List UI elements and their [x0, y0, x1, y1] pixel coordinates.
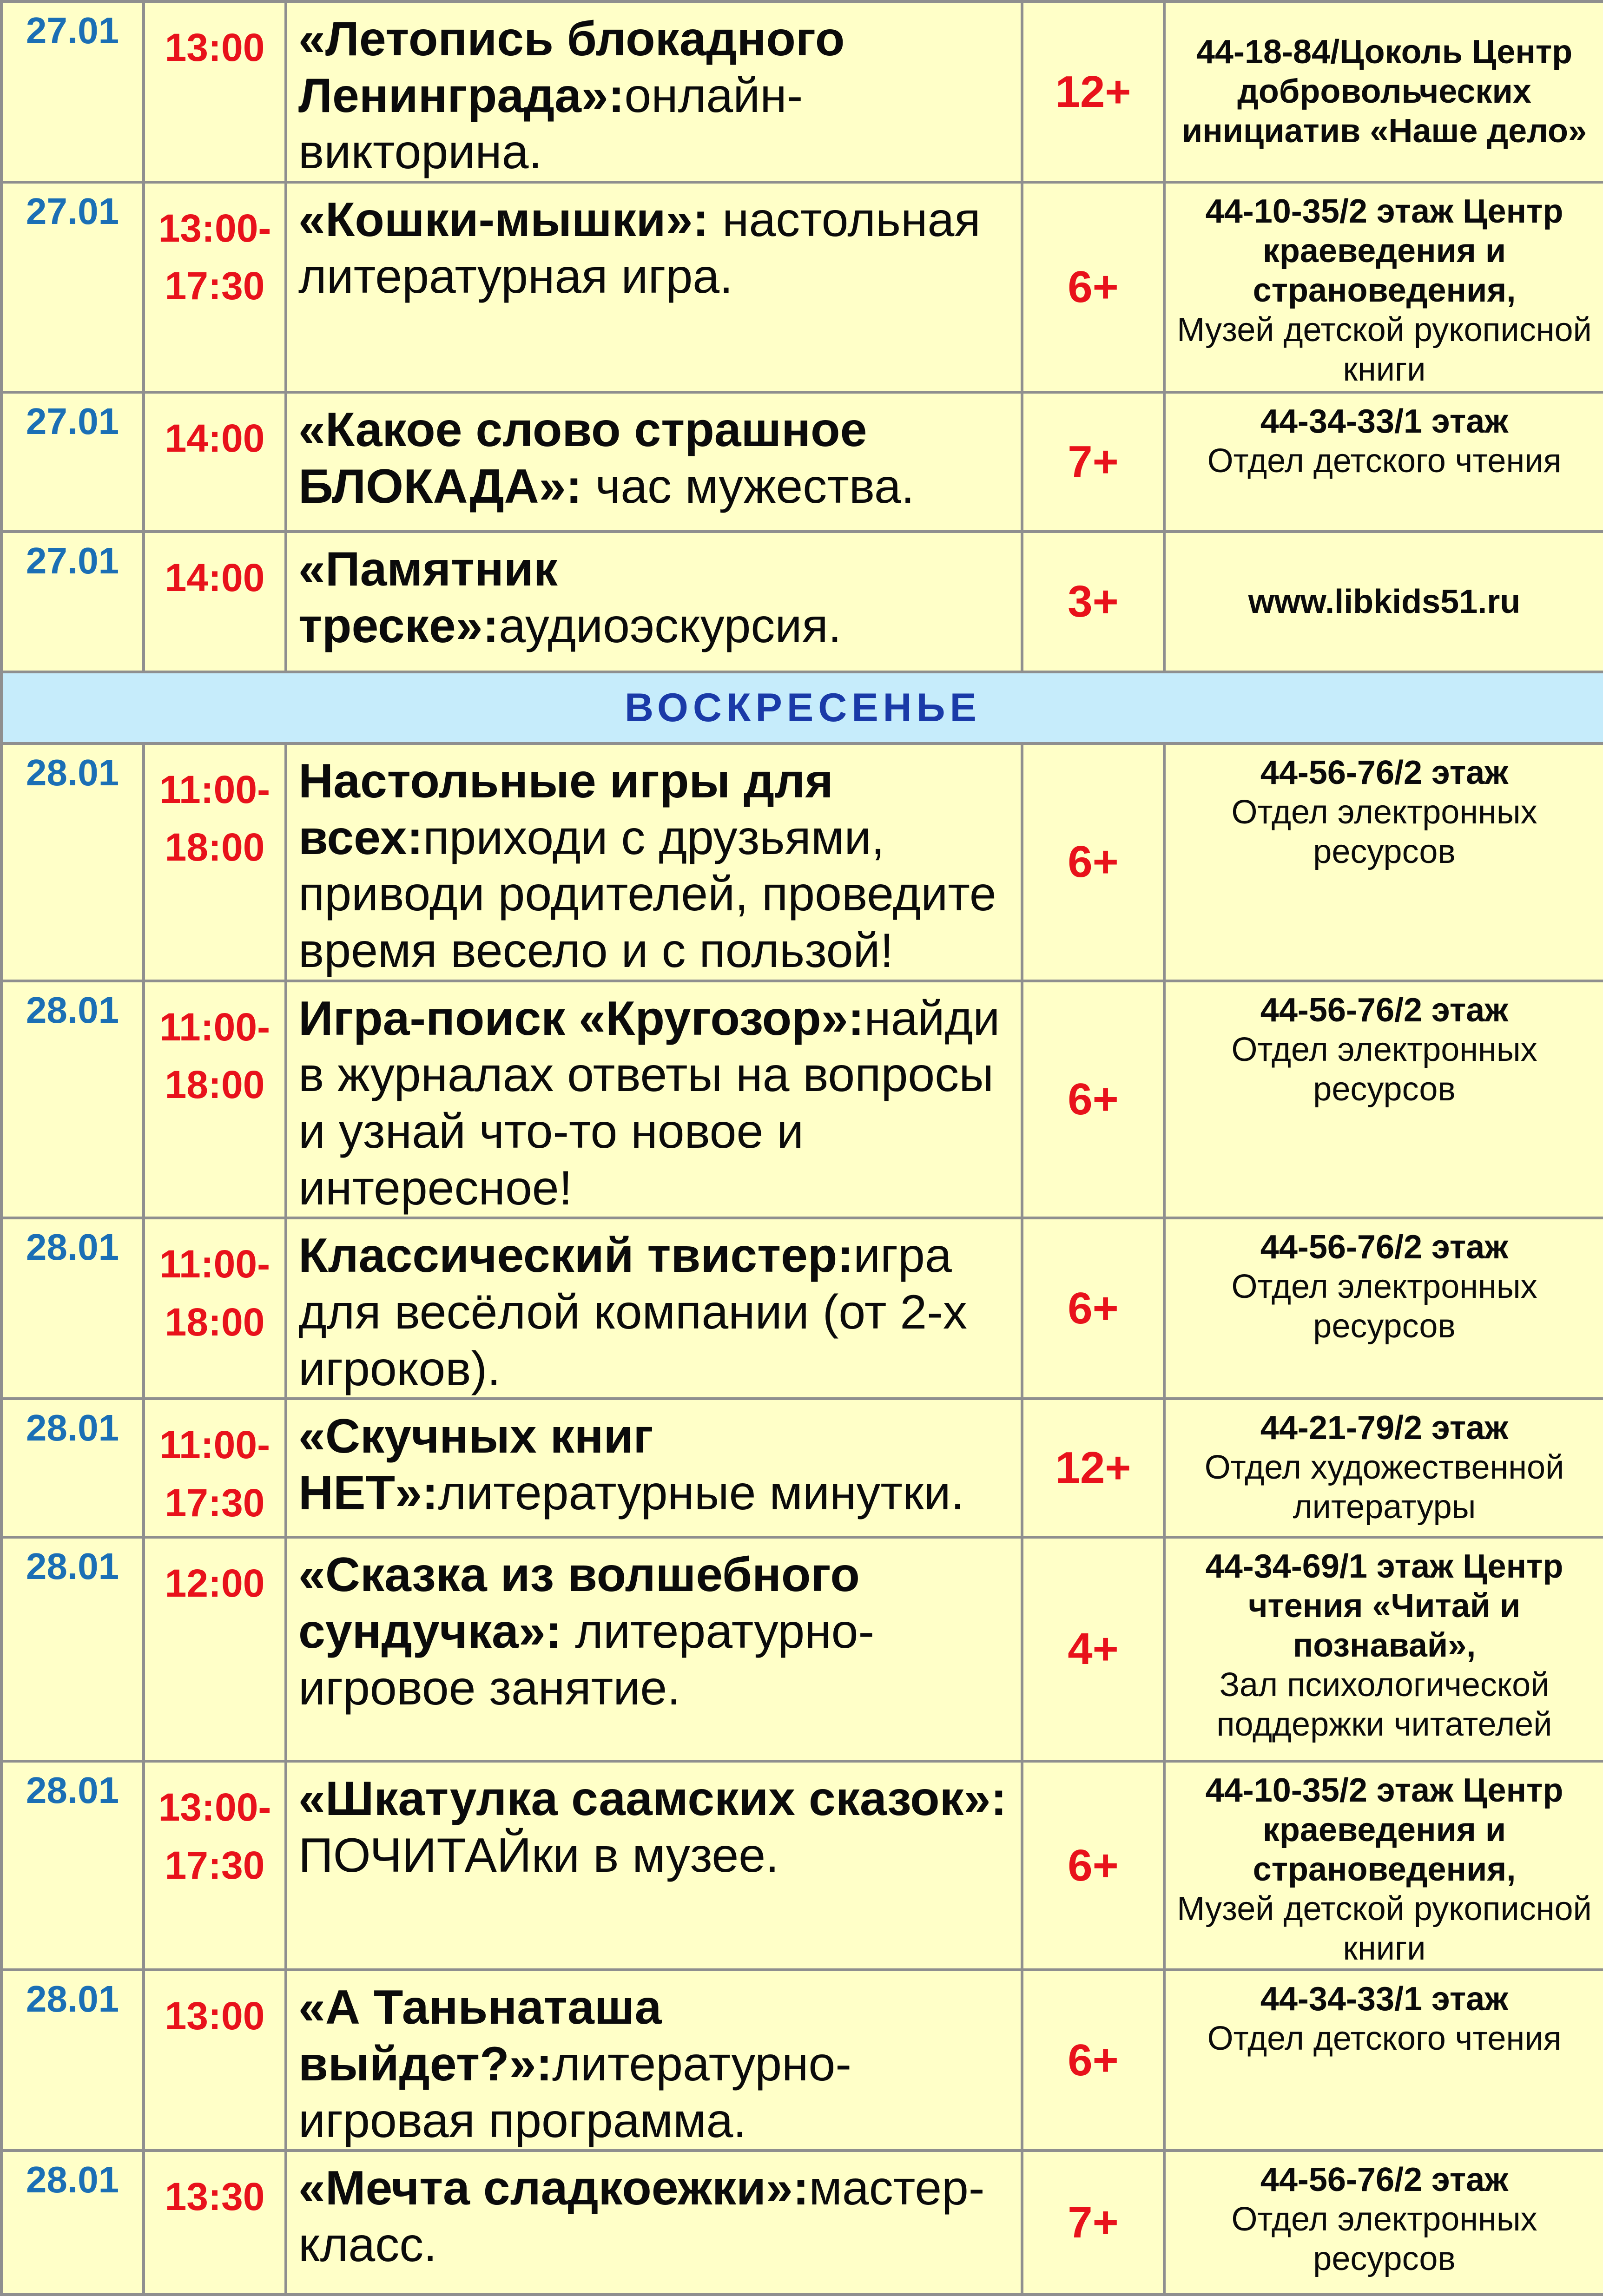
event-desc: литературно-игровая программа.	[298, 2037, 851, 2148]
event-date: 28.01	[1, 1761, 144, 1970]
event-title: «Сказка из волшебного сундучка»:	[298, 1548, 860, 1659]
age-rating: 6+	[1022, 1761, 1164, 1970]
event-place	[1164, 743, 1603, 981]
event-description	[286, 743, 1022, 981]
place-department: Отдел электронных ресурсов	[1231, 1031, 1537, 1108]
event-place	[1164, 1761, 1603, 1970]
event-desc: ПОЧИТАЙки в музее.	[298, 1829, 779, 1883]
age-rating: 12+	[1022, 1, 1164, 182]
place-phone-location: 44-10-35/2 этаж Центр краеведения и страноведения,	[1205, 193, 1563, 309]
event-desc: аудиоэскурсия.	[499, 599, 842, 653]
place-phone-location: 44-56-76/2 этаж	[1260, 754, 1509, 792]
event-row	[1, 182, 1603, 392]
event-time: 11:00-18:00	[144, 743, 286, 981]
event-description	[286, 532, 1022, 672]
place-department: Отдел электронных ресурсов	[1231, 2201, 1537, 2278]
age-rating: 6+	[1022, 743, 1164, 981]
event-time: 13:00	[144, 1, 286, 182]
place-phone-location: 44-34-69/1 этаж Центр чтения «Читай и познавай»,	[1205, 1548, 1563, 1664]
event-row	[1, 1399, 1603, 1537]
age-rating: 6+	[1022, 1970, 1164, 2151]
event-time: 14:00	[144, 392, 286, 532]
event-description	[286, 981, 1022, 1218]
place-department: Отдел электронных ресурсов	[1231, 1268, 1537, 1345]
place-department: Отдел художественной литературы	[1204, 1449, 1564, 1526]
event-row	[1, 532, 1603, 672]
event-place	[1164, 1218, 1603, 1399]
event-place	[1164, 532, 1603, 672]
event-desc: приходи с друзьями, приводи родителей, проведите время весело и с пользой!	[298, 810, 996, 978]
event-date: 27.01	[1, 182, 144, 392]
event-time: 14:00	[144, 532, 286, 672]
event-description	[286, 182, 1022, 392]
event-title: «Летопись блокадного Ленинграда»:	[298, 12, 845, 123]
age-rating: 7+	[1022, 392, 1164, 532]
age-rating: 7+	[1022, 2151, 1164, 2295]
place-department: Зал психологической поддержки читателей	[1216, 1666, 1552, 1743]
event-row	[1, 743, 1603, 981]
event-title: «Кошки-мышки»:	[298, 193, 709, 247]
event-date: 28.01	[1, 2151, 144, 2295]
event-date: 27.01	[1, 1, 144, 182]
event-row	[1, 1218, 1603, 1399]
event-title: Классический твистер:	[298, 1229, 854, 1283]
place-phone-location: 44-21-79/2 этаж	[1260, 1409, 1509, 1447]
event-row	[1, 1537, 1603, 1761]
event-description	[286, 1761, 1022, 1970]
event-place	[1164, 2151, 1603, 2295]
event-title: «Памятник треске»:	[298, 542, 558, 653]
schedule-body	[1, 1, 1603, 2295]
place-phone-location: 44-34-33/1 этаж	[1260, 403, 1509, 441]
event-date: 28.01	[1, 743, 144, 981]
event-time: 13:30	[144, 2151, 286, 2295]
event-time: 13:00-17:30	[144, 1761, 286, 1970]
event-date: 27.01	[1, 392, 144, 532]
event-date: 28.01	[1, 1399, 144, 1537]
event-title: «Какое слово страшное БЛОКАДА»:	[298, 403, 867, 513]
age-rating: 6+	[1022, 182, 1164, 392]
event-title: «Шкатулка саамских сказок»:	[298, 1772, 1007, 1826]
event-date: 28.01	[1, 1218, 144, 1399]
event-description	[286, 1970, 1022, 2151]
event-date: 28.01	[1, 981, 144, 1218]
event-desc: настольная литературная игра.	[298, 193, 981, 303]
section-row	[1, 672, 1603, 743]
event-date: 27.01	[1, 532, 144, 672]
age-rating: 6+	[1022, 981, 1164, 1218]
place-phone-location: 44-10-35/2 этаж Центр краеведения и страноведения,	[1205, 1772, 1563, 1888]
event-time: 13:00	[144, 1970, 286, 2151]
event-place	[1164, 1970, 1603, 2151]
event-place	[1164, 392, 1603, 532]
event-description	[286, 1218, 1022, 1399]
event-place	[1164, 1399, 1603, 1537]
event-desc: литературные минутки.	[438, 1466, 964, 1520]
place-department: Отдел электронных ресурсов	[1231, 793, 1537, 870]
event-row	[1, 2151, 1603, 2295]
event-row	[1, 1, 1603, 182]
place-department: Отдел детского чтения	[1207, 2020, 1562, 2058]
event-row	[1, 1970, 1603, 2151]
place-phone-location: 44-56-76/2 этаж	[1260, 991, 1509, 1029]
event-place	[1164, 182, 1603, 392]
event-desc: онлайн-викторина.	[298, 68, 803, 179]
event-description	[286, 1537, 1022, 1761]
event-title: Игра-поиск «Кругозор»:	[298, 991, 864, 1046]
place-phone-location: www.libkids51.ru	[1248, 583, 1521, 620]
event-time: 11:00-18:00	[144, 981, 286, 1218]
event-desc: игра для весёлой компании (от 2-х игроков).	[298, 1229, 967, 1396]
age-rating: 12+	[1022, 1399, 1164, 1537]
section-heading: ВОСКРЕСЕНЬЕ	[1, 672, 1603, 743]
age-rating: 6+	[1022, 1218, 1164, 1399]
event-description	[286, 392, 1022, 532]
event-row	[1, 981, 1603, 1218]
place-department: Музей детской рукописной книги	[1177, 311, 1592, 388]
event-desc: литературно-игровое занятие.	[298, 1605, 875, 1715]
event-row	[1, 392, 1603, 532]
age-rating: 3+	[1022, 532, 1164, 672]
place-department: Отдел детского чтения	[1207, 442, 1562, 480]
event-title: «Мечта сладкоежки»:	[298, 2161, 809, 2216]
event-time: 11:00-18:00	[144, 1218, 286, 1399]
event-desc: найди в журналах ответы на вопросы и узнай что-то новое и интересное!	[298, 991, 1000, 1215]
place-department: Музей детской рукописной книги	[1177, 1890, 1592, 1967]
event-title: Настольные игры для всех:	[298, 754, 833, 865]
event-time: 12:00	[144, 1537, 286, 1761]
event-date: 28.01	[1, 1537, 144, 1761]
event-row	[1, 1761, 1603, 1970]
event-place	[1164, 981, 1603, 1218]
event-date: 28.01	[1, 1970, 144, 2151]
event-description	[286, 1399, 1022, 1537]
age-rating: 4+	[1022, 1537, 1164, 1761]
event-description	[286, 1, 1022, 182]
event-place	[1164, 1537, 1603, 1761]
event-time: 13:00-17:30	[144, 182, 286, 392]
event-time: 11:00-17:30	[144, 1399, 286, 1537]
event-desc: мастер-класс.	[298, 2161, 985, 2272]
event-place	[1164, 1, 1603, 182]
event-title: «А Таньнаташа выйдет?»:	[298, 1980, 662, 2091]
event-description	[286, 2151, 1022, 2295]
place-phone-location: 44-34-33/1 этаж	[1260, 1980, 1509, 2018]
event-desc: час мужества.	[582, 459, 915, 513]
place-phone-location: 44-56-76/2 этаж	[1260, 2161, 1509, 2199]
place-phone-location: 44-56-76/2 этаж	[1260, 1229, 1509, 1266]
place-phone-location: 44-18-84/Цоколь Центр добровольческих инициатив «Наше дело»	[1181, 33, 1587, 150]
event-title: «Скучных книг НЕТ»:	[298, 1409, 653, 1520]
